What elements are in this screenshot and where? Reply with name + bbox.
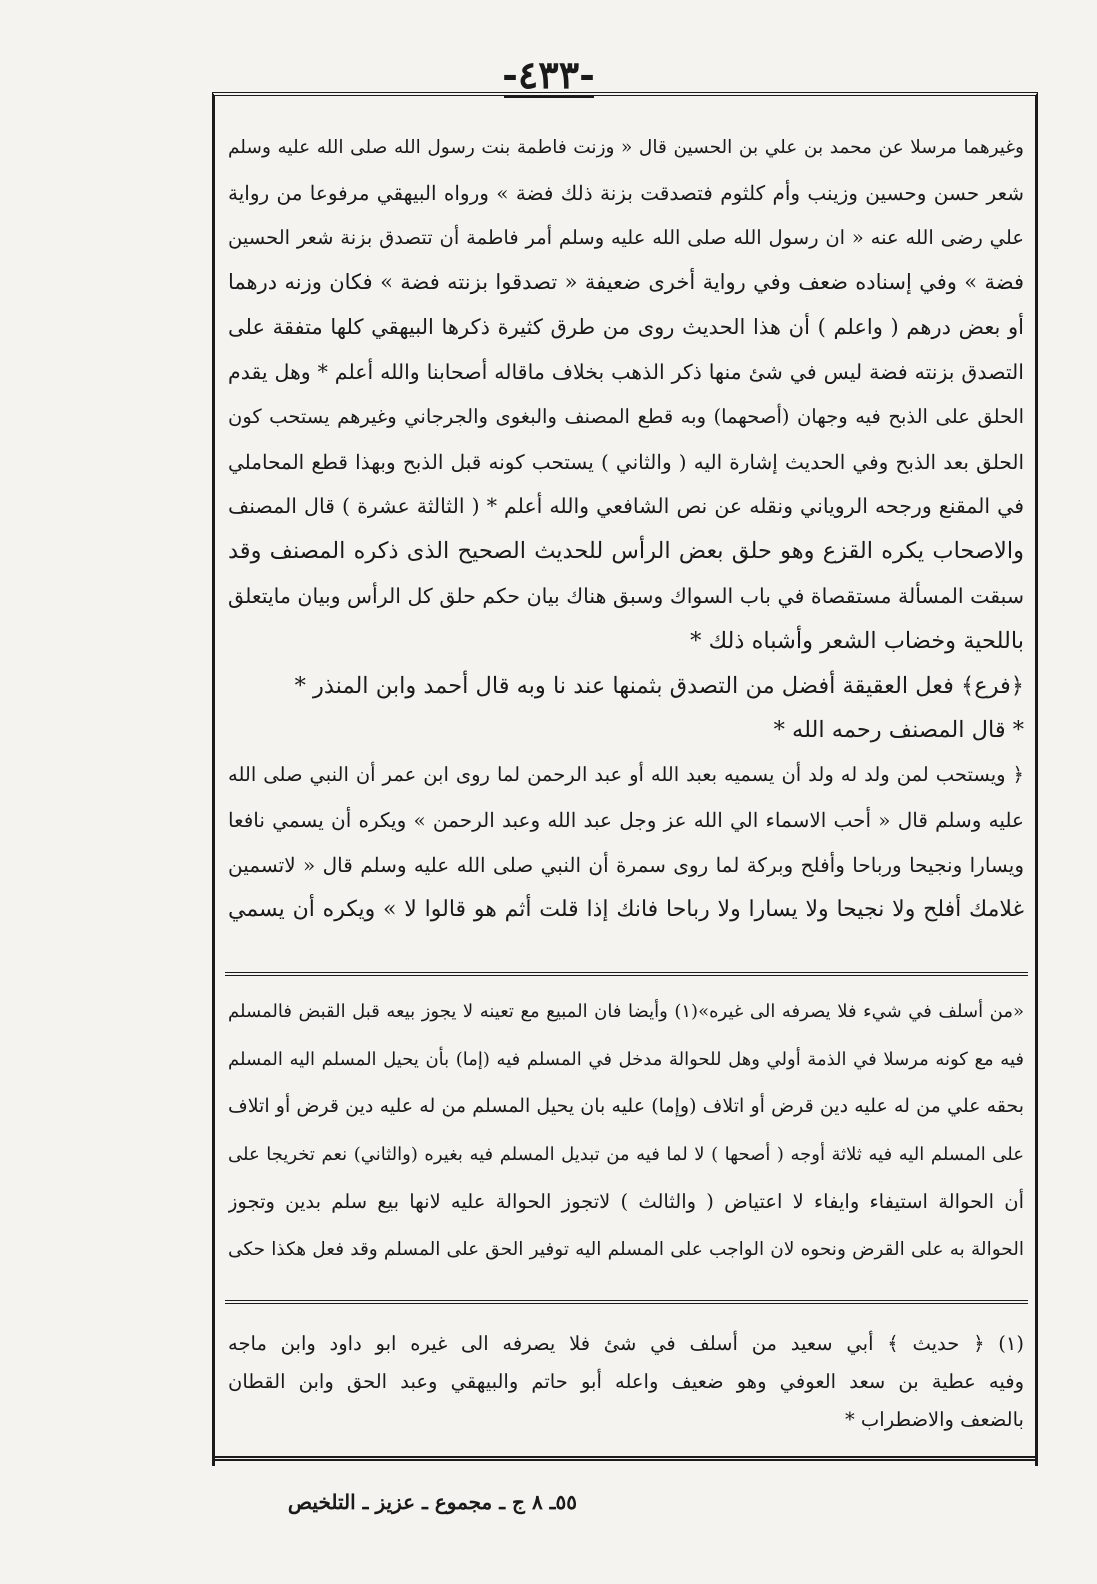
main-line: ويسارا ونجيحا ورباحا وأفلح وبركة لما روى سمرة أن النبي صلى الله عليه وسلم قال « لاتسمين (228, 852, 1024, 877)
lower-line: بحقه علي من له عليه دين قرض أو اتلاف (وإما) عليه بان يحيل المسلم من له عليه دين قرض أو اتلاف (228, 1095, 1024, 1118)
footnote-line: وفيه عطية بن سعد العوفي وهو ضعيف واعله أبو حاتم والبيهقي وعبد الحق وابن القطان (228, 1370, 1024, 1393)
footnote-line: بالضعف والاضطراب * (844, 1408, 1024, 1431)
main-text (228, 126, 1024, 932)
main-line: الحلق بعد الذبح وفي الحديث إشارة اليه ( والثاني ) يستحب كونه قبل الذبح وبهذا قطع المحاملي (228, 449, 1024, 474)
main-line: أو بعض درهم ( واعلم ) أن هذا الحديث روى من طرق كثيرة ذكرها البيهقي كلها متفقة على (228, 315, 1024, 340)
lower-line: «من أسلف في شيء فلا يصرفه الى غيره»(١) وأيضا فان المبيع مع تعينه لا يجوز بيعه قبل القبض فالمسلم (228, 1001, 1024, 1022)
lower-line: على المسلم اليه فيه ثلاثة أوجه ( أصحها ) لا لما فيه من تبديل المسلم فيه بغيره (والثاني) نعم تخريجا على (228, 1143, 1024, 1165)
main-line: التصدق بزنته فضة ليس في شئ منها ذكر الذهب بخلاف ماقاله أصحابنا والله أعلم * وهل يقدم (228, 359, 1024, 384)
main-line: باللحية وخضاب الشعر وأشباه ذلك * (690, 627, 1024, 654)
page-frame-bottom (212, 1456, 1038, 1461)
lower-line: أن الحوالة استيفاء وايفاء لا اعتياض ( والثالث ) لاتجوز الحوالة عليه لانها بيع سلم بدين وتجوز (228, 1190, 1024, 1214)
main-line: سبقت المسألة مستقصاة في باب السواك وسبق هناك بيان حكم حلق كل الرأس وبيان مايتعلق (228, 583, 1024, 608)
main-line: وغيرهما مرسلا عن محمد بن علي بن الحسين قال « وزنت فاطمة بنت رسول الله صلى الله عليه وسلم (228, 137, 1024, 158)
page-number: -٤٣٣- (0, 52, 1097, 98)
main-line: ﴿فرع﴾ فعل العقيقة أفضل من التصدق بثمنها عند نا وبه قال أحمد وابن المنذر * (294, 672, 1024, 699)
footnote (228, 1325, 1024, 1439)
printer-signature: ٥٥ـ ٨ ج ـ مجموع ـ عزيز ـ التلخيص (287, 1490, 577, 1514)
main-line: شعر حسن وحسين وزينب وأم كلثوم فتصدقت بزنة ذلك فضة » ورواه البيهقي مرفوعا من رواية (228, 180, 1024, 205)
footnote-divider (225, 1300, 1028, 1304)
main-line: * قال المصنف رحمه الله * (773, 717, 1024, 744)
lower-line: الحوالة به على القرض ونحوه لان الواجب على المسلم اليه توفير الحق على المسلم وقد فعل هكذا حكى (228, 1238, 1024, 1260)
main-line: في المقنع ورجحه الروياني ونقله عن نص الشافعي والله أعلم * ( الثالثة عشرة ) قال المصنف (228, 494, 1024, 519)
main-line: والاصحاب يكره القزع وهو حلق بعض الرأس للحديث الصحيح الذى ذكره المصنف وقد (228, 538, 1024, 565)
main-line: غلامك أفلح ولا نجيحا ولا يسارا ولا رباحا فانك إذا قلت أثم هو قالوا لا » ويكره أن يسمي (228, 896, 1024, 922)
footnote-line: (١) ﴿ حديث ﴾ أبي سعيد من أسلف في شئ فلا يصرفه الى غيره ابو داود وابن ماجه (228, 1332, 1024, 1355)
lower-text (228, 988, 1024, 1274)
main-line: الحلق على الذبح فيه وجهان (أصحهما) وبه قطع المصنف والبغوى والجرجاني وغيرهم يستحب كون (228, 404, 1024, 428)
main-line: عليه وسلم قال « أحب الاسماء الي الله عز وجل عبد الله وعبد الرحمن » ويكره أن يسمي نافعا (228, 807, 1024, 832)
section-divider (225, 972, 1028, 976)
main-line: علي رضى الله عنه « ان رسول الله صلى الله عليه وسلم أمر فاطمة أن تتصدق بزنة شعر الحسين (228, 225, 1024, 249)
lower-line: فيه مع كونه مرسلا في الذمة أولي وهل للحوالة مدخل في المسلم فيه (إما) بأن يحيل المسلم اليه المسلم (228, 1048, 1024, 1070)
main-line: ﴿ ويستحب لمن ولد له ولد أن يسميه بعبد الله أو عبد الرحمن لما روى ابن عمر أن النبي صلى الله (228, 763, 1024, 787)
main-line: فضة » وفي إسناده ضعف وفي رواية أخرى ضعيفة « تصدقوا بزنته فضة » فكان وزنه درهما (228, 270, 1024, 295)
